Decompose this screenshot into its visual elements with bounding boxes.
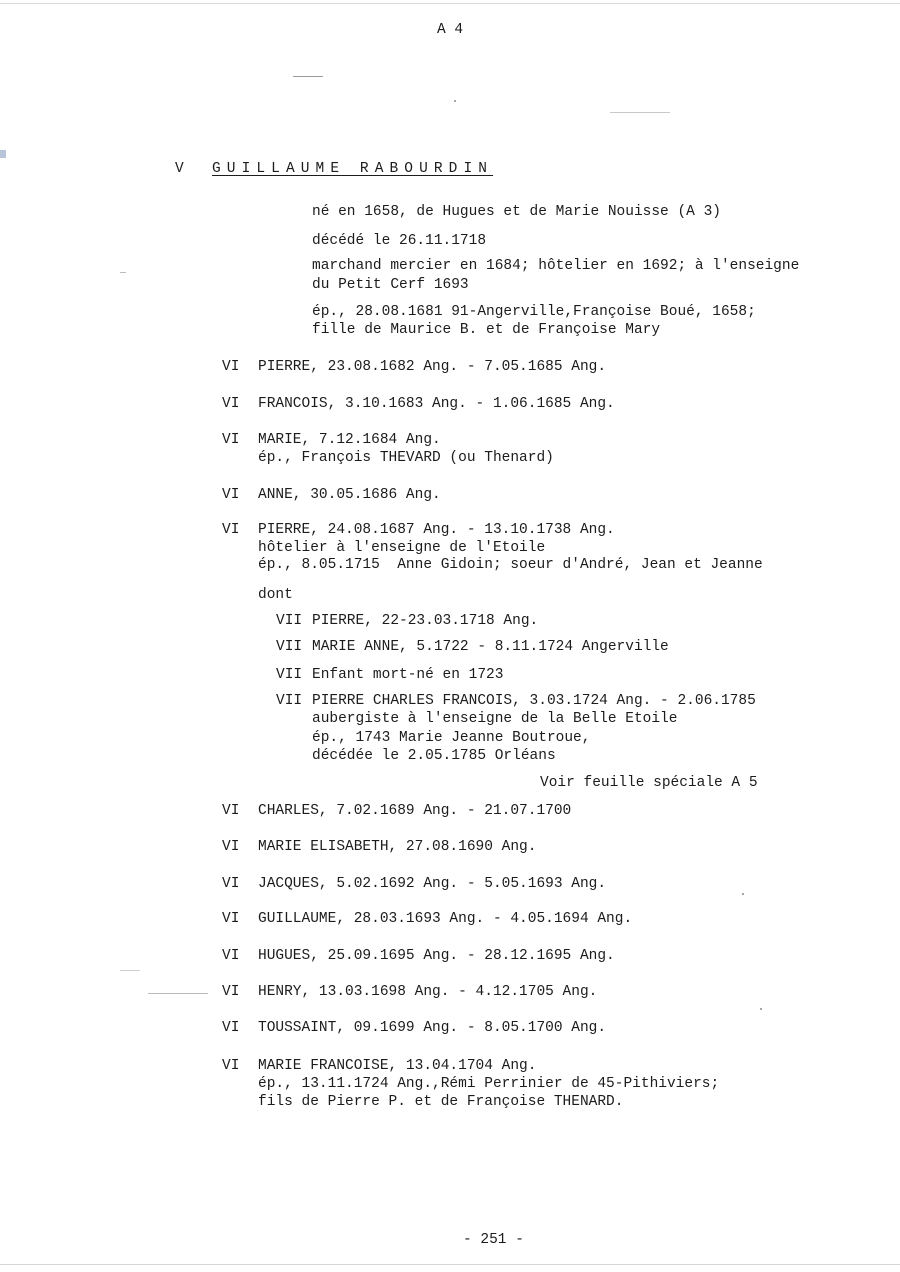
dont-label: dont <box>258 587 293 603</box>
child-line: CHARLES, 7.02.1689 Ang. - 21.07.1700 <box>258 803 572 819</box>
child-line: PIERRE, 24.08.1687 Ang. - 13.10.1738 Ang. <box>258 522 615 538</box>
generation-label: VI <box>222 911 240 927</box>
grandchild-line: décédée le 2.05.1785 Orléans <box>312 748 556 764</box>
subject-line: fille de Maurice B. et de Françoise Mary <box>312 322 661 338</box>
subject-line: du Petit Cerf 1693 <box>312 277 469 293</box>
scan-mark <box>120 272 126 273</box>
child-line: MARIE, 7.12.1684 Ang. <box>258 432 441 448</box>
scan-edge-bottom <box>0 1264 900 1265</box>
scan-edge-top <box>0 3 900 4</box>
generation-label: VI <box>222 522 240 538</box>
grandchild-line: ép., 1743 Marie Jeanne Boutroue, <box>312 730 591 746</box>
generation-label: VI <box>222 876 240 892</box>
subject-line: né en 1658, de Hugues et de Marie Nouisse (A 3) <box>312 204 721 220</box>
subject-line: ép., 28.08.1681 91-Angerville,Françoise Boué, 1658; <box>312 304 756 320</box>
scan-speck <box>742 893 744 895</box>
generation-label: VI <box>222 948 240 964</box>
scan-mark <box>610 112 670 113</box>
scan-edge-mark <box>0 150 6 158</box>
generation-label: VII <box>276 639 303 655</box>
child-line: FRANCOIS, 3.10.1683 Ang. - 1.06.1685 Ang. <box>258 396 615 412</box>
generation-label: VI <box>222 487 240 503</box>
child-line: HUGUES, 25.09.1695 Ang. - 28.12.1695 Ang. <box>258 948 615 964</box>
see-also-note: Voir feuille spéciale A 5 <box>540 775 758 791</box>
child-line: MARIE ELISABETH, 27.08.1690 Ang. <box>258 839 537 855</box>
grandchild-line: MARIE ANNE, 5.1722 - 8.11.1724 Angerville <box>312 639 669 655</box>
grandchild-line: aubergiste à l'enseigne de la Belle Etoile <box>312 711 678 727</box>
child-line: ANNE, 30.05.1686 Ang. <box>258 487 441 503</box>
subject-line: marchand mercier en 1684; hôtelier en 1692; à l'enseigne <box>312 258 800 274</box>
grandchild-line: Enfant mort-né en 1723 <box>312 667 504 683</box>
page-reference: A 4 <box>437 22 464 38</box>
generation-label: VI <box>222 839 240 855</box>
generation-label: VI <box>222 1058 240 1074</box>
generation-label: VI <box>222 396 240 412</box>
child-line: ép., 13.11.1724 Ang.,Rémi Perrinier de 45-Pithiviers; <box>258 1076 720 1092</box>
generation-label: VI <box>222 984 240 1000</box>
subject-line: décédé le 26.11.1718 <box>312 233 487 249</box>
child-line: MARIE FRANCOISE, 13.04.1704 Ang. <box>258 1058 537 1074</box>
page-title: GUILLAUME RABOURDIN <box>212 161 494 177</box>
child-line: GUILLAUME, 28.03.1693 Ang. - 4.05.1694 Ang. <box>258 911 633 927</box>
title-generation: V <box>175 161 184 177</box>
child-line: fils de Pierre P. et de Françoise THENARD. <box>258 1094 624 1110</box>
grandchild-line: PIERRE CHARLES FRANCOIS, 3.03.1724 Ang. - 2.06.1785 <box>312 693 756 709</box>
generation-label: VI <box>222 432 240 448</box>
generation-label: VII <box>276 693 303 709</box>
child-line: JACQUES, 5.02.1692 Ang. - 5.05.1693 Ang. <box>258 876 607 892</box>
grandchild-line: PIERRE, 22-23.03.1718 Ang. <box>312 613 539 629</box>
page-number: - 251 - <box>463 1232 524 1248</box>
generation-label: VI <box>222 1020 240 1036</box>
scan-speck <box>760 1008 762 1010</box>
generation-label: VII <box>276 667 303 683</box>
child-line: ép., 8.05.1715 Anne Gidoin; soeur d'André, Jean et Jeanne <box>258 557 763 573</box>
child-line: HENRY, 13.03.1698 Ang. - 4.12.1705 Ang. <box>258 984 598 1000</box>
generation-label: VI <box>222 359 240 375</box>
scan-mark <box>293 76 323 77</box>
scan-mark <box>120 970 140 971</box>
scan-mark <box>148 993 208 994</box>
child-line: PIERRE, 23.08.1682 Ang. - 7.05.1685 Ang. <box>258 359 607 375</box>
child-line: TOUSSAINT, 09.1699 Ang. - 8.05.1700 Ang. <box>258 1020 607 1036</box>
generation-label: VII <box>276 613 303 629</box>
generation-label: VI <box>222 803 240 819</box>
child-line: hôtelier à l'enseigne de l'Etoile <box>258 540 546 556</box>
child-line: ép., François THEVARD (ou Thenard) <box>258 450 554 466</box>
scan-speck <box>454 100 456 102</box>
